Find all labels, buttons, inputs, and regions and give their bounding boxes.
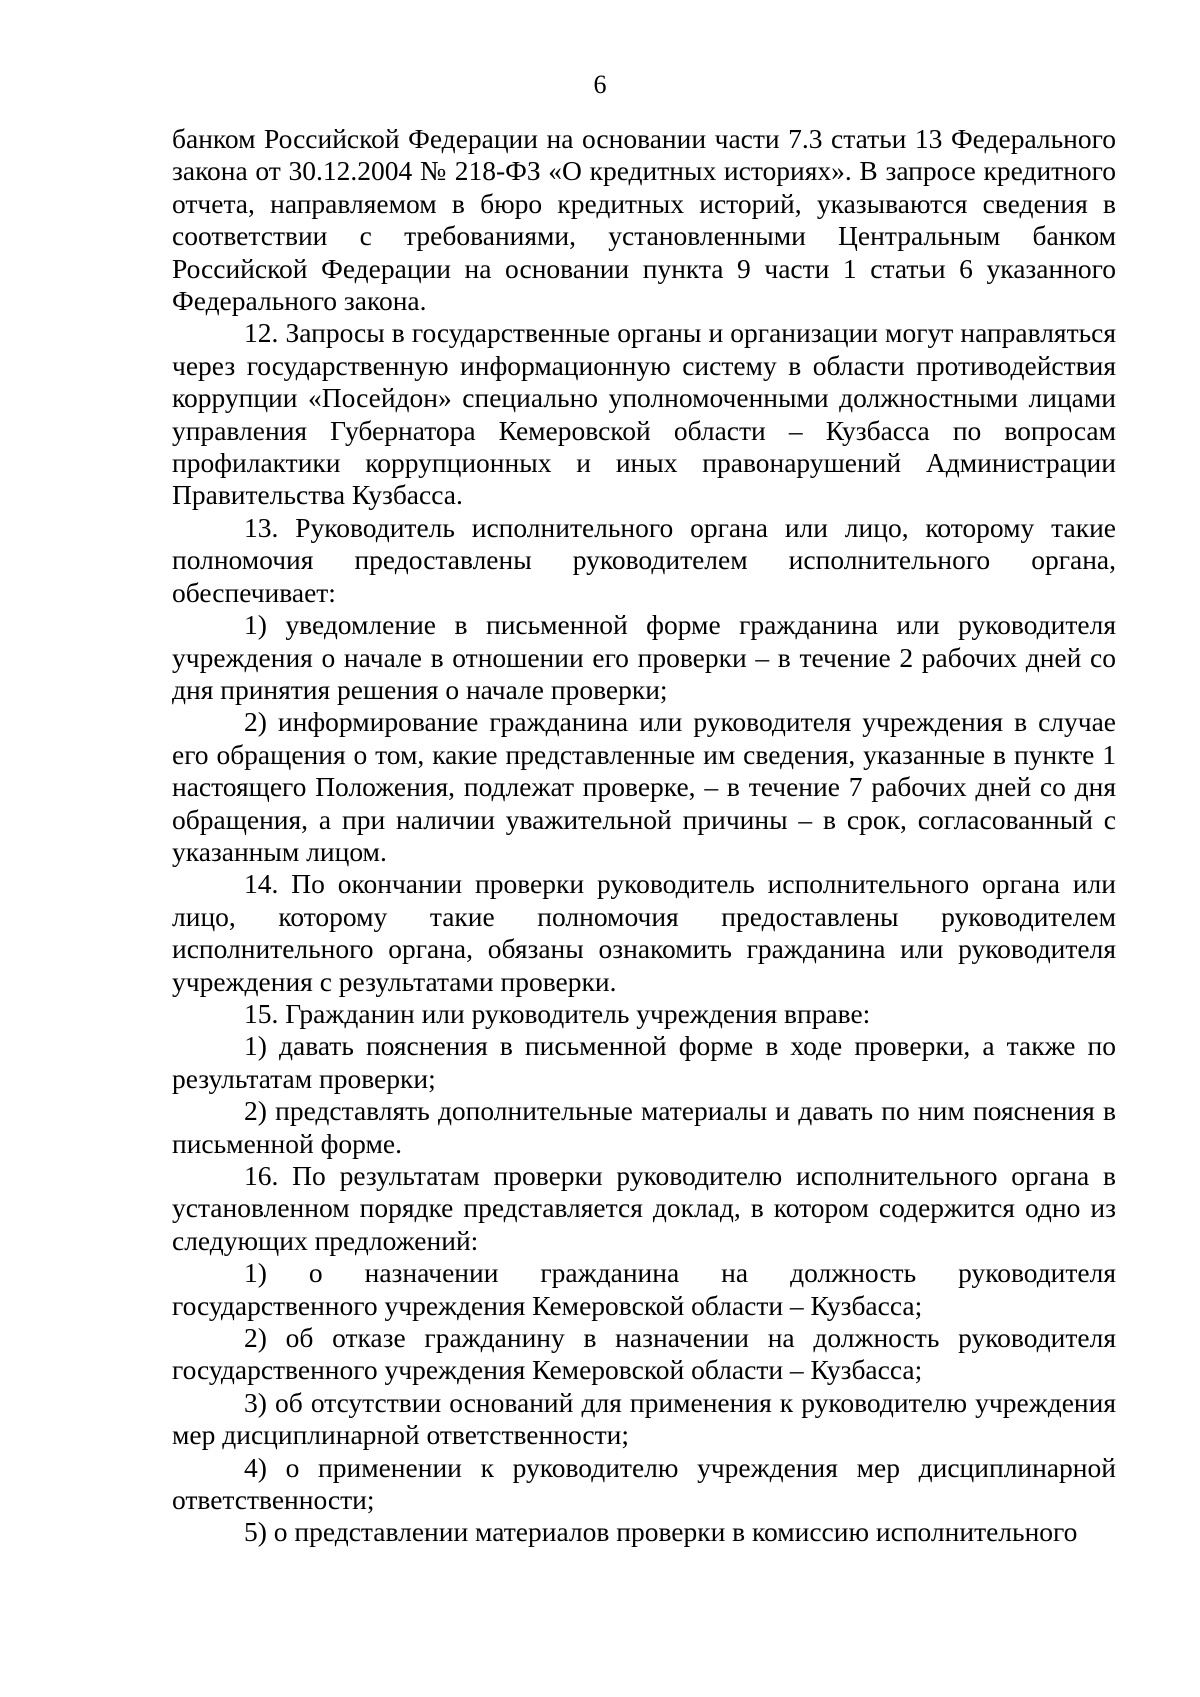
paragraph: 5) о представлении материалов проверки в комиссию исполнительного — [244, 1516, 1078, 1548]
paragraph: 1) о назначении гражданина на должность руководителя государственного учреждения Кемеровской области – Кузбасса; — [172, 1257, 1116, 1321]
paragraph: 12. Запросы в государственные органы и организации могут направляться через государственную информационную систему в области противодействия коррупции «Посейдон» специально уполномоченными должностными лицами управления Губернатора Кемеровской области – Кузбасса по вопросам профилактики коррупционных и иных правонарушений Администрации Правительства Кузбасса. — [172, 317, 1116, 511]
paragraph: 2) об отказе гражданину в назначении на должность руководителя государственного учреждения Кемеровской области – Кузбасса; — [172, 1322, 1116, 1386]
document-body — [172, 123, 1116, 1549]
paragraph: 2) представлять дополнительные материалы и давать по ним пояснения в письменной форме. — [172, 1095, 1116, 1159]
paragraph: 1) давать пояснения в письменной форме в ходе проверки, а также по результатам проверки; — [172, 1030, 1116, 1094]
paragraph: 1) уведомление в письменной форме гражданина или руководителя учреждения о начале в отношении его проверки – в течение 2 рабочих дней со дня принятия решения о начале проверки; — [172, 609, 1116, 705]
paragraph: 13. Руководитель исполнительного органа или лицо, которому такие полномочия предоставлены руководителем исполнительного органа, обеспечивает: — [172, 511, 1116, 608]
paragraph: 16. По результатам проверки руководителю исполнительного органа в установленном порядке представляется доклад, в котором содержится одно из следующих предложений: — [172, 1160, 1116, 1256]
paragraph: банком Российской Федерации на основании части 7.3 статьи 13 Федерального закона от 30.12.2004 № 218-ФЗ «О кредитных историях». В запросе кредитного отчета, направляемом в бюро кредитных историй, указываются сведения в соответствии с требованиями, установленными Центральным банком Российской Федерации на основании пункта 9 части 1 статьи 6 указанного Федерального закона. — [172, 123, 1116, 317]
paragraph: 4) о применении к руководителю учреждения мер дисциплинарной ответственности; — [172, 1451, 1116, 1516]
page-number: 6 — [593, 70, 607, 99]
paragraph: 14. По окончании проверки руководитель исполнительного органа или лицо, которому такие полномочия предоставлены руководителем исполнительного органа, обязаны ознакомить гражданина или руководителя учреждения с результатами проверки. — [172, 868, 1116, 997]
paragraph: 15. Гражданин или руководитель учреждения вправе: — [244, 997, 871, 1029]
paragraph: 3) об отсутствии оснований для применения к руководителю учреждения мер дисциплинарной ответственности; — [172, 1386, 1116, 1451]
paragraph: 2) информирование гражданина или руководителя учреждения в случае его обращения о том, какие представленные им сведения, указанные в пункте 1 настоящего Положения, подлежат проверке, – в течение 7 рабочих дней со дня обращения, а при наличии уважительной причины – в срок, согласованный с указанным лицом. — [172, 706, 1116, 867]
